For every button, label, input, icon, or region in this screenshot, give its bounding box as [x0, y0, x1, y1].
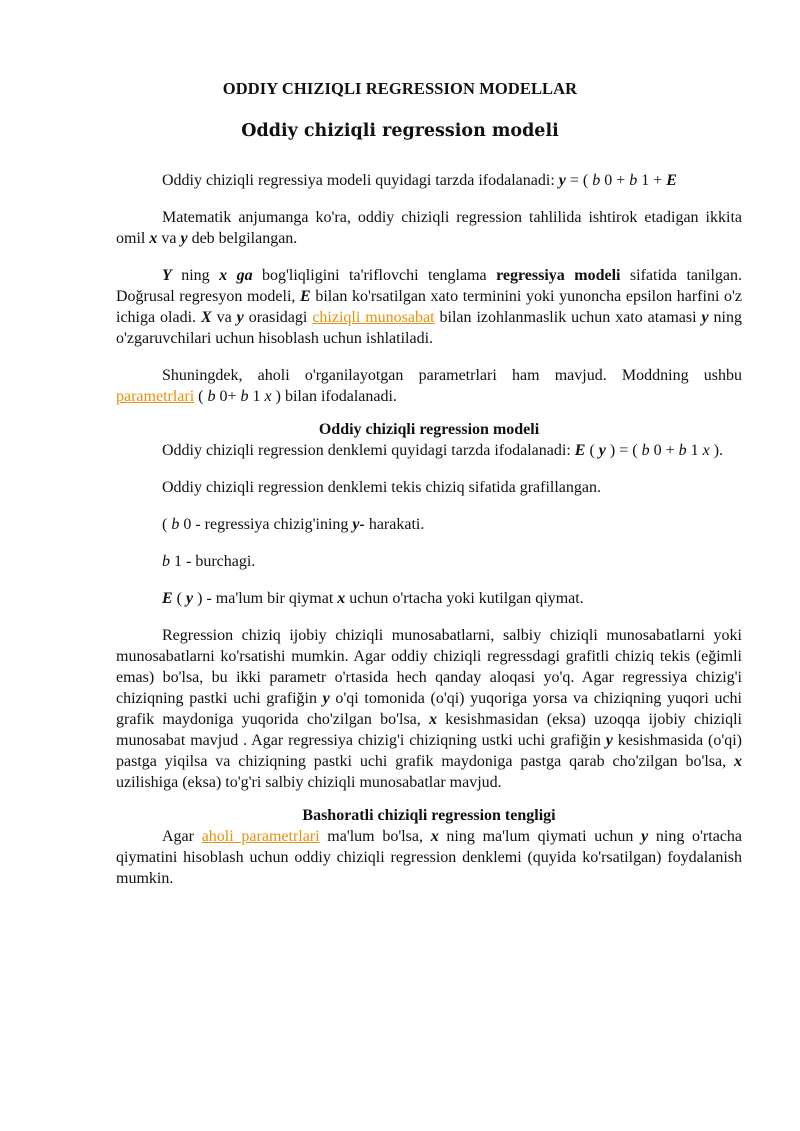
- paragraph-regression-model: Y ning x ga bog'liqligini ta'riflovchi tenglama regressiya modeli sifatida tanilgan. Doğrusal regresyon modeli, E bilan ko'rsatilgan xato terminini yoki yunoncha epsilon harfini o'z ichiga oladi. X va y orasidagi chiziqli munosabat bilan izohlanmaslik uchun xato atamasi y ning o'zgaruvchilari uchun hisoblash uchun ishlatiladi.: [116, 267, 742, 347]
- paragraph-prediction: Agar aholi parametrlari ma'lum bo'lsa, x ning ma'lum qiymati uchun y ning o'rtacha qiymatini hisoblash uchun oddiy chiziqli regression denklemi (quyida ko'rsatilgan) foydalanish mumkin.: [116, 828, 743, 887]
- link-parametrlari[interactable]: parametrlari: [116, 388, 195, 405]
- paragraph-parameters: Shuningdek, aholi o'rganilayotgan parametrlari ham mavjud. Moddning ushbu parametrlari ( b 0+ b 1 x ) bilan ifodalanadi.: [116, 367, 742, 405]
- paragraph-slope: b 1 - burchagi.: [162, 553, 256, 570]
- paragraph-graph: Oddiy chiziqli regression denklemi tekis chiziq sifatida grafillangan.: [162, 479, 601, 496]
- link-chiziqli-munosabat[interactable]: chiziqli munosabat: [312, 309, 435, 326]
- paragraph-model-formula: Oddiy chiziqli regressiya modeli quyidagi tarzda ifodalanadi: y = ( b 0 + b 1 + E: [162, 172, 677, 189]
- page-title: ODDIY CHIZIQLI REGRESSION MODELLAR: [222, 79, 578, 98]
- paragraph-expected-value: E ( y ) - ma'lum bir qiymat x uchun o'rtacha yoki kutilgan qiymat.: [162, 590, 584, 607]
- paragraph-factors: Matematik anjumanga ko'ra, oddiy chiziqli regression tahlilida ishtirok etadigan ikkita omil x va y deb belgilangan.: [116, 209, 742, 247]
- subheading-predictive: Bashoratli chiziqli regression tengligi: [302, 807, 556, 824]
- document-body: [116, 170, 742, 889]
- subheading-model: Oddiy chiziqli regression modeli: [318, 421, 540, 438]
- paragraph-equation: Oddiy chiziqli regression denklemi quyidagi tarzda ifodalanadi: E ( y ) = ( b 0 + b 1 x ).: [162, 442, 724, 459]
- section-heading: Oddiy chiziqli regression modeli: [241, 121, 559, 141]
- paragraph-relationships: Regression chiziq ijobiy chiziqli munosabatlarni, salbiy chiziqli munosabatlarni yoki munosabatlarni ko'rsatishi mumkin. Agar oddiy chiziqli regressdagi grafitli chiziq tekis (eğimli emas) bo'lsa, bu ikki parametr o'rtasida hech qanday aloqasi yo'q. Agar regressiya chizig'i chiziqning pastki uchi grafiğin y o'qi tomonida (o'qi) yuqoriga yorsa va chiziqning yuqori uchi grafik maydoniga yuqorida cho'zilgan bo'lsa, x kesishmasidan (eksa) uzoqqa ijobiy chiziqli munosabat mavjud . Agar regressiya chizig'i chiziqning ustki uchi grafiğin y kesishmasida (o'qi) pastga yiqilsa va chiziqning pastki uchi grafik maydoniga pastga qarab cho'zilgan bo'lsa, x uzilishiga (eksa) to'g'ri salbiy chiziqli munosabatlar mavjud.: [116, 627, 743, 791]
- paragraph-intercept: ( b 0 - regressiya chizig'ining y- harakati.: [162, 516, 425, 533]
- link-aholi-parametrlari[interactable]: aholi parametrlari: [201, 828, 320, 845]
